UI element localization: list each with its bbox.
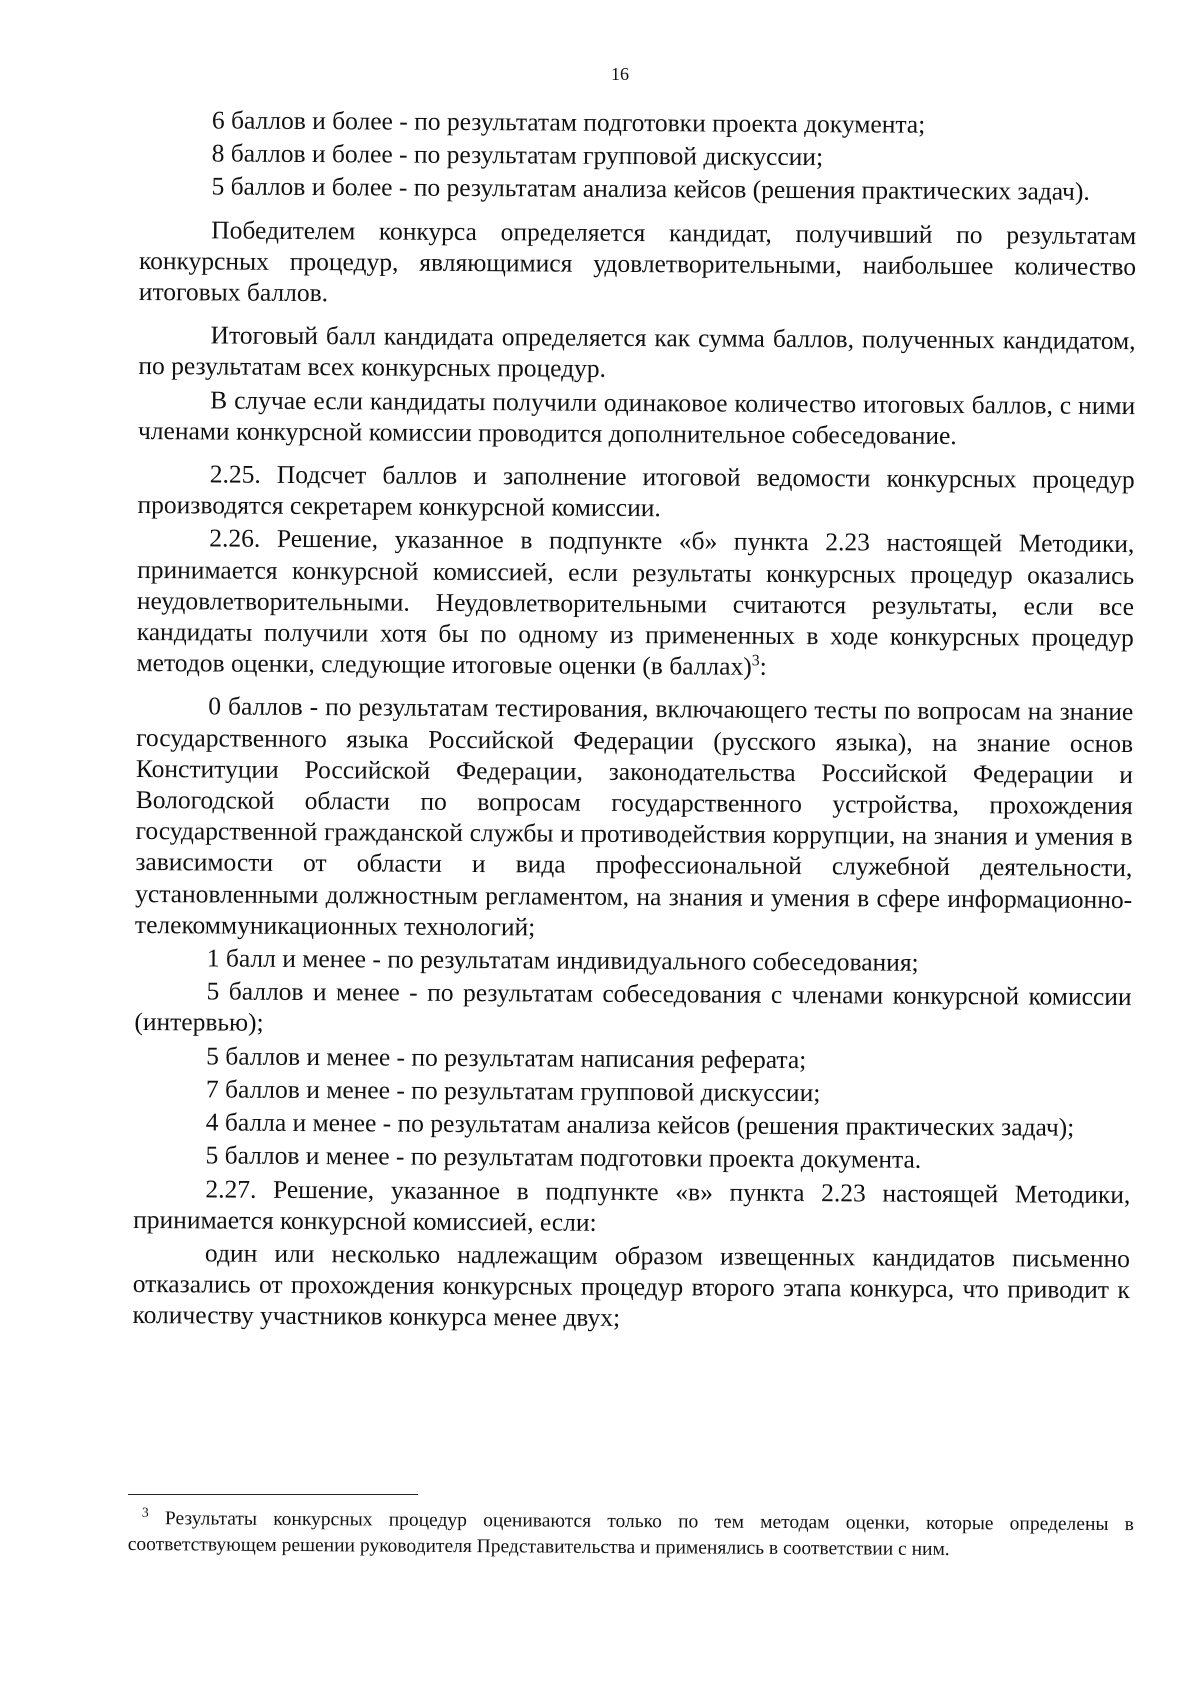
paragraph: 5 баллов и менее - по результатам собеседования с членами конкурсной комиссии (интервью); xyxy=(134,976,1132,1038)
paragraph: Итоговый балл кандидата определяется как сумма баллов, полученных кандидатом, по результатам всех конкурсных процедур. xyxy=(138,320,1136,384)
footnote-reference[interactable]: 3 xyxy=(751,652,760,670)
footnote-marker: 3 xyxy=(141,1504,149,1520)
paragraph: 0 баллов - по результатам тестирования, включающего тесты по вопросам на знание государственного языка Российской Федерации (русского языка), на знание основ Конституции Российской Федерации, законодательства Российской Федерации и Вологодской области по вопросам государственного устройства, прохождения государственной гражданской службы и противодействия коррупции, на знания и умения в зависимости от области и вида профессиональной служебной деятельности, установленными должностным регламентом, на знания и умения в сфере информационно-телекоммуникационных технологий; xyxy=(134,691,1134,942)
paragraph: В случае если кандидаты получили одинаковое количество итоговых баллов, с ними членами конкурсной комиссии проводится дополнительное собеседование. xyxy=(137,385,1136,450)
paragraph: 1 балл и менее - по результатам индивидуального собеседования; xyxy=(206,943,919,977)
paragraph-text: 2.26. Решение, указанное в подпункте «б» пункта 2.23 настоящей Методики, принимается конкурсной комиссией, если результаты конкурсных процедур оказались неудовлетворительными. Неудовлетворительными считаются результаты, если все кандидаты получили хотя бы по одному из примененных в ходе конкурсных процедур методов оценки, следующие итоговые оценки (в баллах) xyxy=(136,523,1135,681)
paragraph: 5 баллов и менее - по результатам подготовки проекта документа. xyxy=(205,1140,922,1175)
paragraph: один или несколько надлежащим образом извещенных кандидатов письменно отказались от прохождения конкурсных процедур второго этапа конкурса, что приводит к количеству участников конкурса менее двух; xyxy=(132,1238,1131,1333)
paragraph: 6 баллов и более - по результатам подготовки проекта документа; xyxy=(211,105,926,139)
paragraph-with-footnote-ref xyxy=(136,522,1134,684)
paragraph: 5 баллов и более - по результатам анализа кейсов (решения практических задач). xyxy=(211,171,1090,207)
document-body xyxy=(132,104,1136,1339)
paragraph: Победителем конкурса определяется кандидат, получивший по результатам конкурсных процедур, являющимися удовлетворительными, наибольшее количество итоговых баллов. xyxy=(138,215,1137,308)
paragraph: 8 баллов и более - по результатам групповой дискуссии; xyxy=(211,138,824,172)
paragraph: 2.25. Подсчет баллов и заполнение итоговой ведомости конкурсных процедур производятся секретарем конкурсной комиссии. xyxy=(137,459,1135,523)
paragraph-trailing-punctuation: : xyxy=(759,652,767,682)
paragraph: 7 баллов и менее - по результатам групповой дискуссии; xyxy=(205,1074,821,1108)
paragraph: 2.27. Решение, указанное в подпункте «в» пункта 2.23 настоящей Методики, принимается конкурсной комиссией, если: xyxy=(133,1173,1131,1237)
footnote xyxy=(128,1506,1134,1564)
footnote-separator xyxy=(128,1494,418,1495)
paragraph: 4 балла и менее - по результатам анализа кейсов (решения практических задач); xyxy=(205,1107,1075,1142)
footnote-text: Результаты конкурсных процедур оцениваются только по тем методам оценки, которые определены в соответствующем решении руководителя Представительства и применялись в соответствии с ним. xyxy=(127,1508,1134,1561)
page-number: 16 xyxy=(611,64,629,84)
paragraph: 5 баллов и менее - по результатам написания реферата; xyxy=(206,1041,807,1074)
